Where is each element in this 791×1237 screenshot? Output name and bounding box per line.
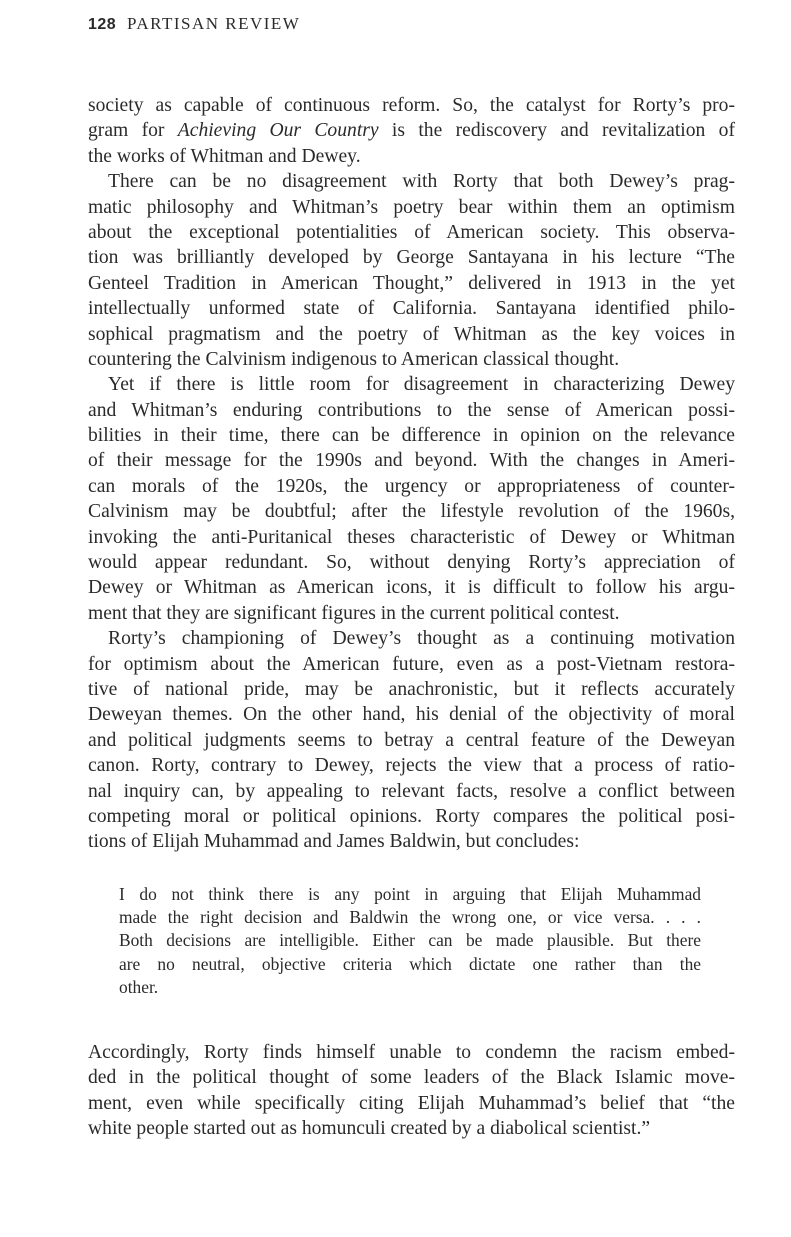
text-line: and political judgments seems to betray a central feature of the Deweyan	[88, 729, 735, 751]
paragraph-3	[88, 372, 735, 626]
text-line: ment that they are significant figures in the current political contest.	[88, 602, 620, 624]
text-line: intellectually unformed state of California. Santayana identified philo-	[88, 298, 735, 320]
quote-line: Both decisions are intelligible. Either can be made plausible. But there	[119, 930, 701, 951]
text-line: white people started out as homunculi created by a diabolical scientist.”	[88, 1118, 651, 1140]
book-title: Achieving Our Country	[177, 120, 379, 142]
text-line: Deweyan themes. On the other hand, his denial of the objectivity of moral	[88, 704, 735, 726]
paragraph-1	[88, 93, 735, 169]
text-line-with-italic-title: gram for Achieving Our Country is the rediscovery and revitalization of	[88, 120, 735, 142]
quote-line: made the right decision and Baldwin the wrong one, or vice versa. . . .	[119, 907, 701, 928]
text-line: There can be no disagreement with Rorty that both Dewey’s prag-	[108, 171, 735, 193]
article-body	[88, 93, 735, 855]
text-line: for optimism about the American future, even as a post-Vietnam restora-	[88, 653, 735, 675]
text-line: and Whitman’s enduring contributions to the sense of American possi-	[88, 399, 735, 421]
text-line: the works of Whitman and Dewey.	[88, 145, 361, 167]
journal-title: PARTISAN REVIEW	[126, 14, 301, 33]
text-line: about the exceptional potentialities of American society. This observa-	[88, 221, 735, 243]
text-line: Rorty’s championing of Dewey’s thought as a continuing motivation	[108, 628, 735, 650]
text-line: of their message for the 1990s and beyond. With the changes in Ameri-	[88, 450, 735, 472]
paragraph-2	[88, 169, 735, 372]
text-line: bilities in their time, there can be difference in opinion on the relevance	[88, 425, 735, 447]
running-header	[88, 14, 300, 34]
text-line: ded in the political thought of some leaders of the Black Islamic move-	[88, 1067, 735, 1089]
text-line: nal inquiry can, by appealing to relevant facts, resolve a conflict between	[88, 780, 735, 802]
quote-line: are no neutral, objective criteria which dictate one rather than the	[119, 953, 701, 974]
text-line: sophical pragmatism and the poetry of Whitman as the key voices in	[88, 323, 735, 345]
text-line: Genteel Tradition in American Thought,” delivered in 1913 in the yet	[88, 272, 735, 294]
text-line: tive of national pride, may be anachronistic, but it reflects accurately	[88, 678, 735, 700]
text-line: invoking the anti-Puritanical theses characteristic of Dewey or Whitman	[88, 526, 735, 548]
block-quotation	[119, 883, 701, 999]
text-line: canon. Rorty, contrary to Dewey, rejects the view that a process of ratio-	[88, 755, 735, 777]
text-line: Calvinism may be doubtful; after the lifestyle revolution of the 1960s,	[88, 501, 735, 523]
paragraph-4	[88, 626, 735, 855]
text-line: society as capable of continuous reform. So, the catalyst for Rorty’s pro-	[88, 95, 735, 116]
quote-line: I do not think there is any point in arguing that Elijah Muhammad	[119, 884, 701, 904]
text-line: countering the Calvinism indigenous to American classical thought.	[88, 348, 620, 370]
text-line: matic philosophy and Whitman’s poetry bear within them an optimism	[88, 196, 735, 218]
text-line: tion was brilliantly developed by George Santayana in his lecture “The	[88, 247, 735, 269]
text-line: can morals of the 1920s, the urgency or appropriateness of counter-	[88, 475, 735, 497]
page-number: 128	[88, 16, 117, 33]
quote-line: other.	[119, 976, 159, 997]
text-line: competing moral or political opinions. Rorty compares the political posi-	[88, 805, 735, 827]
text-line: ment, even while specifically citing Elijah Muhammad’s belief that “the	[88, 1092, 735, 1114]
text-line: Dewey or Whitman as American icons, it is difficult to follow his argu-	[88, 577, 735, 599]
text-line: would appear redundant. So, without denying Rorty’s appreciation of	[88, 552, 735, 574]
text-line: Yet if there is little room for disagreement in characterizing Dewey	[108, 374, 735, 396]
text-line: Accordingly, Rorty finds himself unable to condemn the racism embed-	[88, 1042, 735, 1063]
closing-paragraph	[88, 1040, 735, 1142]
text-line: tions of Elijah Muhammad and James Baldwin, but concludes:	[88, 831, 580, 853]
